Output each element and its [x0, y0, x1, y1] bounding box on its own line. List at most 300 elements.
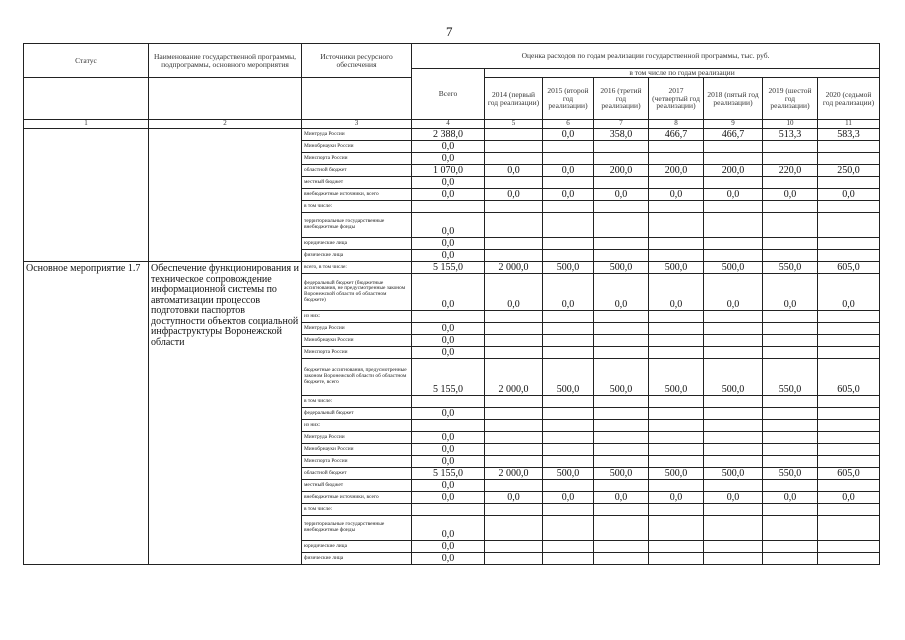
- year-value: [649, 238, 704, 250]
- year-value: [649, 201, 704, 213]
- year-value: 220,0: [763, 165, 818, 177]
- year-value: [704, 444, 763, 456]
- name-cell-continued: [149, 129, 302, 262]
- year-value: [485, 432, 543, 444]
- year-value: [763, 311, 818, 323]
- column-number-2: 2: [149, 120, 302, 129]
- year-value: [649, 347, 704, 359]
- year-value: [543, 213, 594, 238]
- total-value: 0,0: [412, 189, 485, 201]
- year-value: [818, 335, 880, 347]
- year-value: [763, 432, 818, 444]
- year-value: 200,0: [704, 165, 763, 177]
- year-value: 0,0: [704, 492, 763, 504]
- year-value: [485, 516, 543, 541]
- source-cell: Минтруда России: [302, 432, 412, 444]
- year-value: [704, 201, 763, 213]
- total-value: [412, 420, 485, 432]
- year-value: [485, 480, 543, 492]
- total-value: 0,0: [412, 480, 485, 492]
- year-value: [649, 141, 704, 153]
- year-value: [704, 396, 763, 408]
- year-value: 466,7: [649, 129, 704, 141]
- total-value: 0,0: [412, 153, 485, 165]
- year-value: 0,0: [485, 492, 543, 504]
- total-value: 0,0: [412, 323, 485, 335]
- source-cell: бюджетные ассигнования, предусмотренные законом Воронежской области об областном бюджете, всего: [302, 359, 412, 396]
- year-value: 2 000,0: [485, 359, 543, 396]
- year-value: 0,0: [818, 189, 880, 201]
- year-value: [649, 541, 704, 553]
- year-value: [485, 420, 543, 432]
- source-cell: в том числе:: [302, 201, 412, 213]
- year-value: [649, 456, 704, 468]
- source-cell: местный бюджет: [302, 177, 412, 189]
- source-cell: территориальные государственные внебюджетные фонды: [302, 516, 412, 541]
- year-value: [704, 456, 763, 468]
- year-value: [763, 201, 818, 213]
- total-value: 0,0: [412, 335, 485, 347]
- total-value: 0,0: [412, 553, 485, 565]
- source-cell: внебюджетные источники, всего: [302, 492, 412, 504]
- year-value: [649, 311, 704, 323]
- year-value: [818, 480, 880, 492]
- year-value: 0,0: [704, 274, 763, 311]
- table-row: [24, 262, 880, 274]
- year-value: 605,0: [818, 262, 880, 274]
- year-value: [704, 432, 763, 444]
- column-number-9: 9: [704, 120, 763, 129]
- year-value: [704, 504, 763, 516]
- year-value: [763, 347, 818, 359]
- year-value: [594, 396, 649, 408]
- year-value: [649, 153, 704, 165]
- year-value: 200,0: [594, 165, 649, 177]
- source-cell: физические лица: [302, 250, 412, 262]
- year-value: [818, 153, 880, 165]
- year-value: 500,0: [543, 359, 594, 396]
- source-cell: Минспорта России: [302, 456, 412, 468]
- header-year-1: 2014 (первый год реализации): [485, 78, 543, 120]
- year-value: [594, 250, 649, 262]
- column-number-11: 11: [818, 120, 880, 129]
- year-value: [543, 408, 594, 420]
- year-value: 0,0: [763, 492, 818, 504]
- year-value: [543, 420, 594, 432]
- year-value: 0,0: [594, 189, 649, 201]
- column-number-7: 7: [594, 120, 649, 129]
- year-value: [649, 553, 704, 565]
- year-value: [818, 347, 880, 359]
- column-number-3: 3: [302, 120, 412, 129]
- year-value: [543, 347, 594, 359]
- total-value: 5 155,0: [412, 262, 485, 274]
- year-value: [485, 408, 543, 420]
- year-value: [818, 177, 880, 189]
- measure-name: Обеспечение функционирования и техническое сопровождение информационной системы по автоматизации процессов подготовки паспортов доступности объектов социальной инфраструктуры Воронежской области: [149, 262, 302, 565]
- year-value: 605,0: [818, 468, 880, 480]
- header-year-2: 2015 (второй год реализации): [543, 78, 594, 120]
- year-value: [763, 396, 818, 408]
- year-value: [763, 541, 818, 553]
- year-value: [485, 129, 543, 141]
- total-value: 0,0: [412, 250, 485, 262]
- year-value: [763, 153, 818, 165]
- year-value: [704, 323, 763, 335]
- year-value: 0,0: [543, 189, 594, 201]
- year-value: 500,0: [704, 359, 763, 396]
- header-total: Всего: [412, 69, 485, 120]
- year-value: [485, 347, 543, 359]
- year-value: [818, 504, 880, 516]
- year-value: [594, 408, 649, 420]
- year-value: [594, 177, 649, 189]
- year-value: [818, 444, 880, 456]
- year-value: [704, 238, 763, 250]
- year-value: 0,0: [594, 492, 649, 504]
- source-cell: областной бюджет: [302, 165, 412, 177]
- year-value: [818, 213, 880, 238]
- year-value: [649, 396, 704, 408]
- year-value: 466,7: [704, 129, 763, 141]
- year-value: [594, 153, 649, 165]
- header-sources: Источники ресурсного обеспечения: [302, 44, 412, 78]
- year-value: [594, 553, 649, 565]
- year-value: [763, 335, 818, 347]
- source-cell: федеральный бюджет: [302, 408, 412, 420]
- total-value: 5 155,0: [412, 468, 485, 480]
- year-value: 500,0: [594, 359, 649, 396]
- year-value: [704, 311, 763, 323]
- total-value: 0,0: [412, 408, 485, 420]
- total-value: 0,0: [412, 347, 485, 359]
- year-value: [818, 456, 880, 468]
- source-cell: внебюджетные источники, всего: [302, 189, 412, 201]
- year-value: [543, 250, 594, 262]
- total-value: 0,0: [412, 516, 485, 541]
- column-number-10: 10: [763, 120, 818, 129]
- year-value: 500,0: [543, 468, 594, 480]
- year-value: [594, 311, 649, 323]
- year-value: [543, 201, 594, 213]
- page-number: 7: [446, 24, 453, 39]
- year-value: [763, 420, 818, 432]
- year-value: [649, 504, 704, 516]
- year-value: [485, 213, 543, 238]
- column-number-1: 1: [24, 120, 149, 129]
- status-cell-continued: [24, 129, 149, 262]
- year-value: 500,0: [704, 468, 763, 480]
- year-value: [818, 408, 880, 420]
- year-value: [543, 153, 594, 165]
- total-value: 0,0: [412, 177, 485, 189]
- year-value: [649, 323, 704, 335]
- year-value: [543, 553, 594, 565]
- year-value: 500,0: [649, 468, 704, 480]
- year-value: [649, 335, 704, 347]
- year-value: [704, 250, 763, 262]
- year-value: [594, 347, 649, 359]
- year-value: [763, 238, 818, 250]
- year-value: 0,0: [818, 492, 880, 504]
- year-value: [485, 541, 543, 553]
- header-year-6: 2019 (шестой год реализации): [763, 78, 818, 120]
- year-value: [594, 238, 649, 250]
- year-value: [763, 213, 818, 238]
- year-value: [594, 335, 649, 347]
- year-value: 0,0: [818, 274, 880, 311]
- year-value: [594, 504, 649, 516]
- year-value: [543, 311, 594, 323]
- year-value: [818, 541, 880, 553]
- year-value: 0,0: [543, 492, 594, 504]
- year-value: [485, 201, 543, 213]
- year-value: [485, 238, 543, 250]
- year-value: [763, 516, 818, 541]
- column-number-8: 8: [649, 120, 704, 129]
- year-value: [649, 408, 704, 420]
- total-value: 0,0: [412, 492, 485, 504]
- year-value: 358,0: [594, 129, 649, 141]
- measure-status: Основное мероприятие 1.7: [24, 262, 149, 565]
- source-cell: Минтруда России: [302, 129, 412, 141]
- source-cell: местный бюджет: [302, 480, 412, 492]
- year-value: [818, 420, 880, 432]
- year-value: 0,0: [485, 274, 543, 311]
- year-value: [594, 456, 649, 468]
- source-cell: в том числе:: [302, 504, 412, 516]
- header-status: Статус: [24, 44, 149, 78]
- year-value: [543, 335, 594, 347]
- year-value: [818, 311, 880, 323]
- total-value: 0,0: [412, 456, 485, 468]
- year-value: [763, 250, 818, 262]
- year-value: [594, 141, 649, 153]
- total-value: 0,0: [412, 274, 485, 311]
- total-value: 0,0: [412, 444, 485, 456]
- year-value: [649, 480, 704, 492]
- year-value: [594, 420, 649, 432]
- year-value: [594, 432, 649, 444]
- year-value: 0,0: [649, 492, 704, 504]
- year-value: [543, 504, 594, 516]
- source-cell: Минспорта России: [302, 153, 412, 165]
- year-value: [704, 177, 763, 189]
- year-value: [818, 238, 880, 250]
- source-cell: юридические лица: [302, 238, 412, 250]
- year-value: [818, 396, 880, 408]
- total-value: 0,0: [412, 141, 485, 153]
- source-cell: Минспорта России: [302, 347, 412, 359]
- header-year-4: 2017 (четвертый год реализации): [649, 78, 704, 120]
- source-cell: Минтруда России: [302, 323, 412, 335]
- source-cell: Минобрнауки России: [302, 335, 412, 347]
- year-value: [485, 311, 543, 323]
- year-value: 0,0: [649, 189, 704, 201]
- year-value: 0,0: [485, 189, 543, 201]
- year-value: [485, 323, 543, 335]
- table-row: [24, 129, 880, 141]
- year-value: 550,0: [763, 468, 818, 480]
- year-value: 0,0: [543, 129, 594, 141]
- year-value: [704, 516, 763, 541]
- header-year-7: 2020 (седьмой год реализации): [818, 78, 880, 120]
- source-cell: физические лица: [302, 553, 412, 565]
- year-value: [543, 456, 594, 468]
- year-value: [485, 141, 543, 153]
- year-value: [543, 480, 594, 492]
- year-value: [594, 323, 649, 335]
- source-cell: из них:: [302, 420, 412, 432]
- total-value: 5 155,0: [412, 359, 485, 396]
- year-value: [594, 201, 649, 213]
- year-value: 605,0: [818, 359, 880, 396]
- column-number-5: 5: [485, 120, 543, 129]
- year-value: [543, 516, 594, 541]
- total-value: [412, 311, 485, 323]
- year-value: [543, 238, 594, 250]
- year-value: [594, 444, 649, 456]
- year-value: [818, 516, 880, 541]
- header-name: Наименование государственной программы, подпрограммы, основного мероприятия: [149, 44, 302, 78]
- year-value: [543, 396, 594, 408]
- year-value: [763, 553, 818, 565]
- header-year-3: 2016 (третий год реализации): [594, 78, 649, 120]
- header-by-years: в том числе по годам реализации: [485, 69, 880, 78]
- year-value: [649, 420, 704, 432]
- source-cell: юридические лица: [302, 541, 412, 553]
- year-value: [543, 432, 594, 444]
- year-value: [763, 456, 818, 468]
- total-value: 0,0: [412, 238, 485, 250]
- year-value: [485, 396, 543, 408]
- year-value: [485, 504, 543, 516]
- year-value: [763, 480, 818, 492]
- year-value: [543, 323, 594, 335]
- year-value: [485, 335, 543, 347]
- year-value: 550,0: [763, 262, 818, 274]
- year-value: 200,0: [649, 165, 704, 177]
- year-value: 0,0: [763, 189, 818, 201]
- header-year-5: 2018 (пятый год реализации): [704, 78, 763, 120]
- year-value: 0,0: [704, 189, 763, 201]
- year-value: 250,0: [818, 165, 880, 177]
- year-value: [485, 153, 543, 165]
- year-value: [818, 553, 880, 565]
- year-value: [763, 504, 818, 516]
- year-value: [649, 250, 704, 262]
- source-cell: федеральный бюджет (бюджетные ассигнования, не предусмотренные законом Воронежской области об областном бюджете): [302, 274, 412, 311]
- year-value: 0,0: [543, 165, 594, 177]
- year-value: 500,0: [594, 468, 649, 480]
- year-value: 583,3: [818, 129, 880, 141]
- year-value: [649, 432, 704, 444]
- total-value: 0,0: [412, 432, 485, 444]
- year-value: [485, 177, 543, 189]
- year-value: 500,0: [649, 359, 704, 396]
- year-value: [704, 153, 763, 165]
- year-value: 500,0: [594, 262, 649, 274]
- year-value: [594, 480, 649, 492]
- header-estimate: Оценка расходов по годам реализации государственной программы, тыс. руб.: [412, 44, 880, 69]
- year-value: 2 000,0: [485, 468, 543, 480]
- year-value: [594, 516, 649, 541]
- year-value: [818, 250, 880, 262]
- year-value: [704, 335, 763, 347]
- year-value: [594, 213, 649, 238]
- year-value: [485, 444, 543, 456]
- year-value: [818, 432, 880, 444]
- year-value: [485, 456, 543, 468]
- year-value: 0,0: [763, 274, 818, 311]
- total-value: [412, 504, 485, 516]
- year-value: [649, 516, 704, 541]
- source-cell: в том числе:: [302, 396, 412, 408]
- total-value: 2 388,0: [412, 129, 485, 141]
- year-value: [704, 347, 763, 359]
- year-value: [704, 480, 763, 492]
- year-value: 0,0: [543, 274, 594, 311]
- year-value: [763, 323, 818, 335]
- year-value: [763, 177, 818, 189]
- column-number-4: 4: [412, 120, 485, 129]
- year-value: [649, 177, 704, 189]
- year-value: 0,0: [594, 274, 649, 311]
- source-cell: из них:: [302, 311, 412, 323]
- total-value: 0,0: [412, 541, 485, 553]
- year-value: [543, 177, 594, 189]
- year-value: [818, 201, 880, 213]
- year-value: [649, 444, 704, 456]
- year-value: [485, 250, 543, 262]
- year-value: 500,0: [543, 262, 594, 274]
- year-value: 0,0: [649, 274, 704, 311]
- year-value: [704, 420, 763, 432]
- total-value: 1 070,0: [412, 165, 485, 177]
- year-value: [594, 541, 649, 553]
- total-value: 0,0: [412, 213, 485, 238]
- year-value: 513,3: [763, 129, 818, 141]
- year-value: [485, 553, 543, 565]
- year-value: [543, 444, 594, 456]
- year-value: [704, 408, 763, 420]
- year-value: [543, 141, 594, 153]
- year-value: 500,0: [649, 262, 704, 274]
- source-cell: территориальные государственные внебюджетные фонды: [302, 213, 412, 238]
- column-number-6: 6: [543, 120, 594, 129]
- budget-table: [23, 43, 880, 565]
- year-value: [763, 444, 818, 456]
- year-value: 2 000,0: [485, 262, 543, 274]
- total-value: [412, 396, 485, 408]
- total-value: [412, 201, 485, 213]
- year-value: [818, 323, 880, 335]
- year-value: 0,0: [485, 165, 543, 177]
- year-value: [763, 141, 818, 153]
- source-cell: всего, в том числе:: [302, 262, 412, 274]
- year-value: 550,0: [763, 359, 818, 396]
- year-value: [763, 408, 818, 420]
- source-cell: Минобрнауки России: [302, 141, 412, 153]
- source-cell: Минобрнауки России: [302, 444, 412, 456]
- year-value: [649, 213, 704, 238]
- year-value: [704, 553, 763, 565]
- year-value: [818, 141, 880, 153]
- year-value: 500,0: [704, 262, 763, 274]
- year-value: [704, 141, 763, 153]
- year-value: [543, 541, 594, 553]
- source-cell: областной бюджет: [302, 468, 412, 480]
